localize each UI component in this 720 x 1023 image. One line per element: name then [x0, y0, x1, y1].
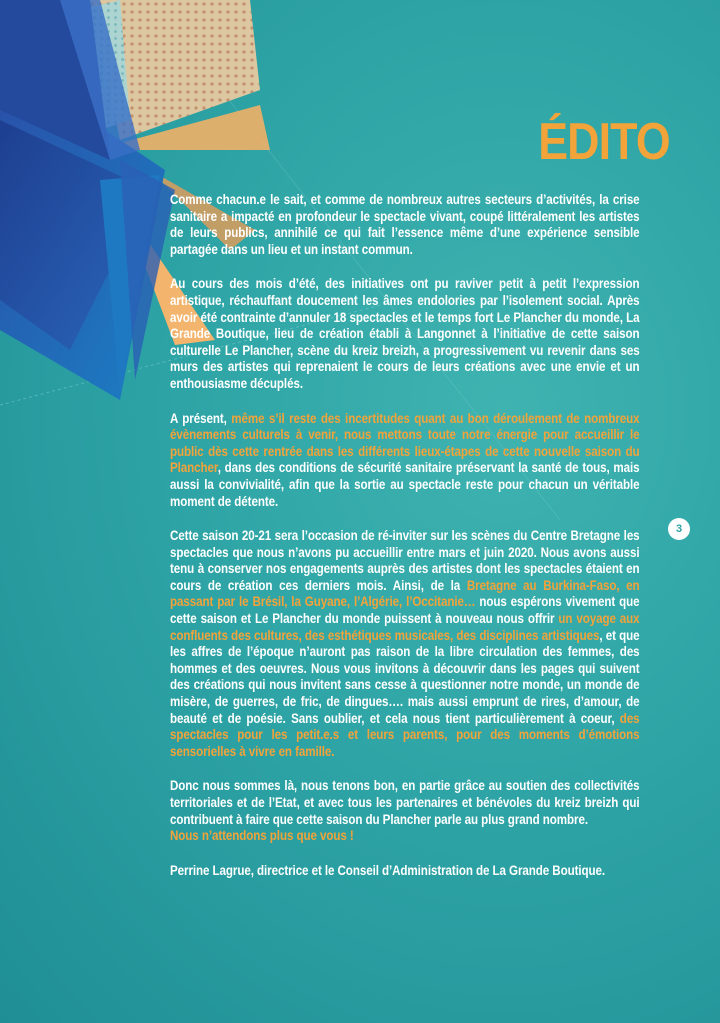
paragraph-4-highlight-voyage: un voyage aux confluents des cultures, des esthétiques musicales, des disciplines artistiques — [170, 611, 640, 643]
paragraph-1: Comme chacun.e le sait, et comme de nombreux autres secteurs d’activités, la crise sanitaire a impacté en profondeur le spectacle vivant, coupé littéralement les artistes de leurs publics, annihilé ce qui fait l’essence même d’une expérience sensible partagée dans un lieu et un instant commun. — [170, 192, 640, 257]
paragraph-5-highlight: Nous n’attendons plus que vous ! — [170, 828, 354, 844]
paragraph-2: Au cours des mois d’été, des initiatives ont pu raviver petit à petit l’expression artistique, réchauffant doucement les âmes endolories par l’isolement social. Après avoir été contrainte d’annuler 18 spectacles et le temps fort Le Plancher du monde, La Grande Boutique, lieu de création établi à Langonnet à l’initiative de cette saison culturelle Le Plancher, scène du kreiz breizh, a progressivement vu revenir dans ses murs des artistes qui reprenaient le cours de leurs créations avec une envie et un enthousiasme décuplés. — [170, 276, 640, 391]
paragraph-4-text-2: nous espérons vivement que cette saison et Le Plancher du monde puissent à nouveau nous offrir — [170, 594, 640, 627]
page-title: ÉDITO — [538, 113, 670, 171]
paragraph-4-text-3: , et que les affres de l’époque n’auront pas raison de la libre circulation des femmes, des hommes et des oeuvres. Nous vous invitons à découvrir dans les pages qui suivent des créations qui nous invitent sans cesse à questionner notre monde, un monde de misère, de guerres, de fric, de dingues…. mais aussi emprunt de rires, d’amour, de beauté et de poésie. Sans oublier, et cela nous tient particulièrement à coeur, — [170, 627, 640, 726]
signature: Perrine Lagrue, directrice et le Conseil d’Administration de La Grande Boutique. — [170, 862, 606, 878]
editorial-body — [170, 192, 640, 897]
paragraph-3 — [170, 411, 640, 511]
paragraph-4 — [170, 528, 640, 760]
paragraph-4-highlight-family: des spectacles pour les petit.e.s et leurs parents, pour des moments d’émotions sensorielles à vivre en famille. — [170, 710, 640, 759]
paragraph-4-highlight-places: Bretagne au Burkina-Faso, en passant par le Brésil, la Guyane, l’Algérie, l’Occitanie… — [170, 577, 640, 610]
paragraph-3-text: A présent, — [170, 410, 232, 426]
paragraph-3-highlight: même s’il reste des incertitudes quant au bon déroulement de nombreux évènements culturels à venir, nous mettons toute notre énergie pour accueillir le public dès cette rentrée dans les différents lieux-étapes de cette nouvelle saison du Plancher — [170, 410, 640, 476]
paragraph-3-text-end: , dans des conditions de sécurité sanitaire préservant la santé de tous, mais aussi la convivialité, afin que la sortie au spectacle reste pour chacun un véritable moment de détente. — [170, 460, 640, 509]
paragraph-4-text: Cette saison 20-21 sera l’occasion de ré-inviter sur les scènes du Centre Bretagne les spectacles que nous n’avons pu accueillir entre mars et juin 2020. Nous avons aussi tenu à conserver nos engagements auprès des artistes dont les spectacles étaient en cours de création ces derniers mois. Ainsi, de la — [170, 528, 640, 593]
paragraph-5-text: Donc nous sommes là, nous tenons bon, en partie grâce au soutien des collectivités territoriales et de l’Etat, et avec tous les partenaires et bénévoles du kreiz breizh qui contribuent à faire que cette saison du Plancher parle au plus grand nombre. — [170, 778, 640, 827]
paragraph-5 — [170, 778, 640, 844]
page-number-badge: 3 — [668, 518, 690, 540]
